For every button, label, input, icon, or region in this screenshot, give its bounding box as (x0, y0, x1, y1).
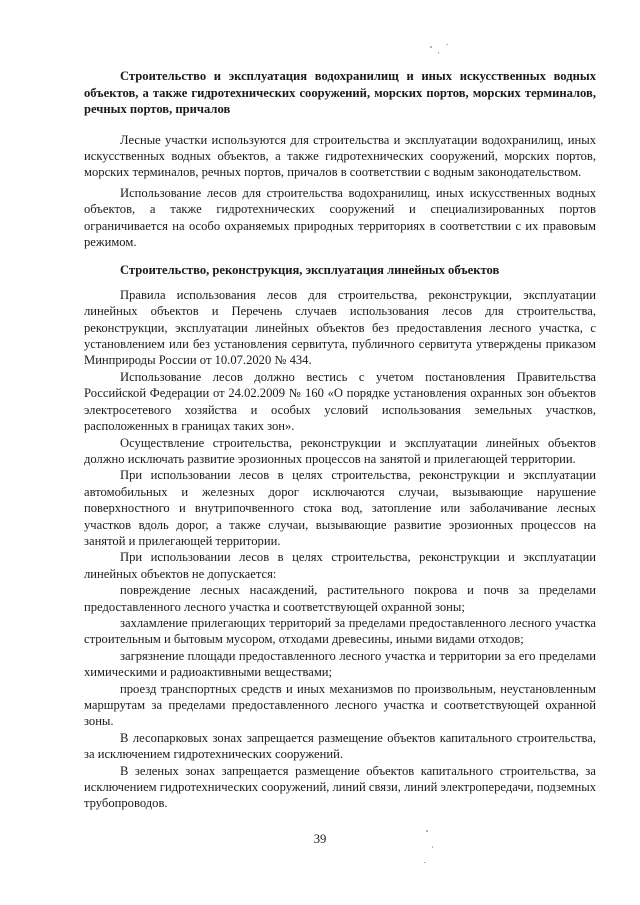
paragraph: В зеленых зонах запрещается размещение объектов капитального строительства, за исключением гидротехнических сооружений, линий связи, линий электропередачи, подземных трубопроводов. (84, 763, 596, 811)
paragraph: При использовании лесов в целях строительства, реконструкции и эксплуатации линейных объектов не допускается: (84, 550, 596, 581)
paragraph: Использование лесов для строительства водохранилищ, иных искусственных водных объектов, а также гидротехнических сооружений и специализированных портов ограничивается на особо охраняемых природных территориях в соответствии с их правовым режимом. (84, 185, 596, 249)
scan-speck (432, 846, 433, 848)
paragraph: В лесопарковых зонах запрещается размещение объектов капитального строительства, за исключением гидротехнических сооружений. (84, 730, 596, 762)
scan-speck (424, 862, 426, 863)
scan-speck (446, 44, 448, 45)
section-heading-reservoirs: Строительство и эксплуатация водохранилищ и иных искусственных водных объектов, а также гидротехнических сооружений, морских портов, морских терминалов, речных портов, причалов (84, 69, 596, 116)
paragraph: При использовании лесов в целях строительства, реконструкции и эксплуатации автомобильных и железных дорог исключаются случаи, вызывающие нарушение поверхностного и внутрипочвенного стока вод, затопление или заболачивание лесных участков вдоль дорог, а также случаи, вызывающие развитие эрозионных процессов на занятой и прилегающей территории. (84, 468, 596, 548)
scan-speck (430, 46, 432, 48)
list-item: проезд транспортных средств и иных механизмов по произвольным, неустановленным маршрутам за пределами предоставленного лесного участка и соответствующей охранной зоны. (84, 681, 596, 729)
scan-speck (438, 52, 439, 54)
page-number: 39 (313, 832, 327, 846)
list-item: захламление прилегающих территорий за пределами предоставленного лесного участка строительным и бытовым мусором, отходами древесины, иными видами отходов; (84, 615, 596, 647)
paragraph: Осуществление строительства, реконструкции и эксплуатации линейных объектов должно исключать развитие эрозионных процессов на занятой и прилегающей территории. (84, 435, 596, 466)
list-item: загрязнение площади предоставленного лесного участка и территории за его пределами химическими и радиоактивными веществами; (84, 648, 596, 680)
paragraph: Правила использования лесов для строительства, реконструкции, эксплуатации линейных объектов и Перечень случаев использования лесов для строительства, реконструкции, эксплуатации линейных объектов без предоставления лесного участка, с установлением или без установления сервитута, публичного сервитута утверждены приказом Минприроды России от 10.07.2020 № 434. (84, 287, 596, 368)
paragraph: Лесные участки используются для строительства и эксплуатации водохранилищ, иных искусственных водных объектов, а также гидротехнических сооружений, морских портов, морских терминалов, речных портов, причалов в соответствии с водным законодательством. (84, 132, 596, 180)
section-heading-linear-objects: Строительство, реконструкция, эксплуатация линейных объектов (120, 263, 500, 278)
list-item: повреждение лесных насаждений, растительного покрова и почв за пределами предоставленного лесного участка и соответствующей охранной зоны; (84, 583, 596, 614)
scan-speck (426, 830, 428, 832)
paragraph: Использование лесов должно вестись с учетом постановления Правительства Российской Федерации от 24.02.2009 № 160 «О порядке установления охранных зон объектов электросетевого хозяйства и особых условий использования земельных участков, расположенных в границах таких зон». (84, 369, 596, 434)
page-content (84, 68, 596, 812)
